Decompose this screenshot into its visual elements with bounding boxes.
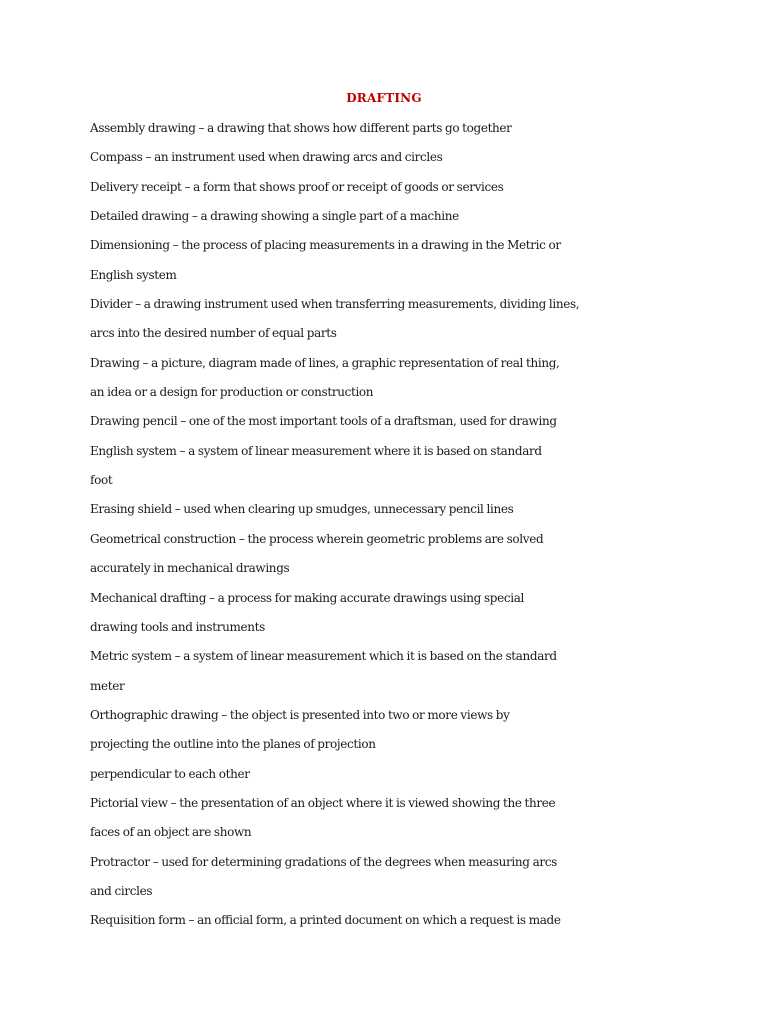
glossary-line: Metric system – a system of linear measurement which it is based on the standard xyxy=(90,649,557,664)
glossary-line: Divider – a drawing instrument used when transferring measurements, dividing lines, xyxy=(90,297,580,312)
glossary-line: and circles xyxy=(90,883,153,898)
glossary-body xyxy=(90,114,690,936)
glossary-line: projecting the outline into the planes of projection xyxy=(90,737,376,752)
glossary-line: Assembly drawing – a drawing that shows how different parts go together xyxy=(90,121,512,135)
glossary-line: an idea or a design for production or construction xyxy=(90,385,374,400)
glossary-line: English system – a system of linear measurement where it is based on standard xyxy=(90,443,542,458)
glossary-line: Geometrical construction – the process wherein geometric problems are solved xyxy=(90,531,544,546)
glossary-line: English system xyxy=(90,267,177,282)
glossary-line: Drawing – a picture, diagram made of lines, a graphic representation of real thing, xyxy=(90,355,560,370)
glossary-line: accurately in mechanical drawings xyxy=(90,561,290,576)
glossary-line: Orthographic drawing – the object is presented into two or more views by xyxy=(90,707,510,722)
glossary-line: drawing tools and instruments xyxy=(90,619,265,634)
glossary-line: Erasing shield – used when clearing up smudges, unnecessary pencil lines xyxy=(90,502,514,517)
glossary-line: Detailed drawing – a drawing showing a single part of a machine xyxy=(90,209,459,224)
glossary-line: meter xyxy=(90,678,125,693)
glossary-line: Mechanical drafting – a process for making accurate drawings using special xyxy=(90,590,525,605)
glossary-line: perpendicular to each other xyxy=(90,766,250,781)
glossary-line: arcs into the desired number of equal parts xyxy=(90,326,337,341)
glossary-line: faces of an object are shown xyxy=(90,825,252,840)
glossary-line: Compass – an instrument used when drawing arcs and circles xyxy=(90,150,443,165)
glossary-line: foot xyxy=(90,473,113,488)
document-title: DRAFTING xyxy=(346,91,422,105)
glossary-line: Pictorial view – the presentation of an object where it is viewed showing the three xyxy=(90,795,556,810)
glossary-line: Protractor – used for determining gradations of the degrees when measuring arcs xyxy=(90,854,557,869)
glossary-line: Dimensioning – the process of placing measurements in a drawing in the Metric or xyxy=(90,238,561,253)
glossary-line: Requisition form – an official form, a printed document on which a request is made xyxy=(90,913,561,928)
glossary-line: Drawing pencil – one of the most important tools of a draftsman, used for drawing xyxy=(90,414,557,429)
glossary-line: Delivery receipt – a form that shows proof or receipt of goods or services xyxy=(90,179,504,194)
